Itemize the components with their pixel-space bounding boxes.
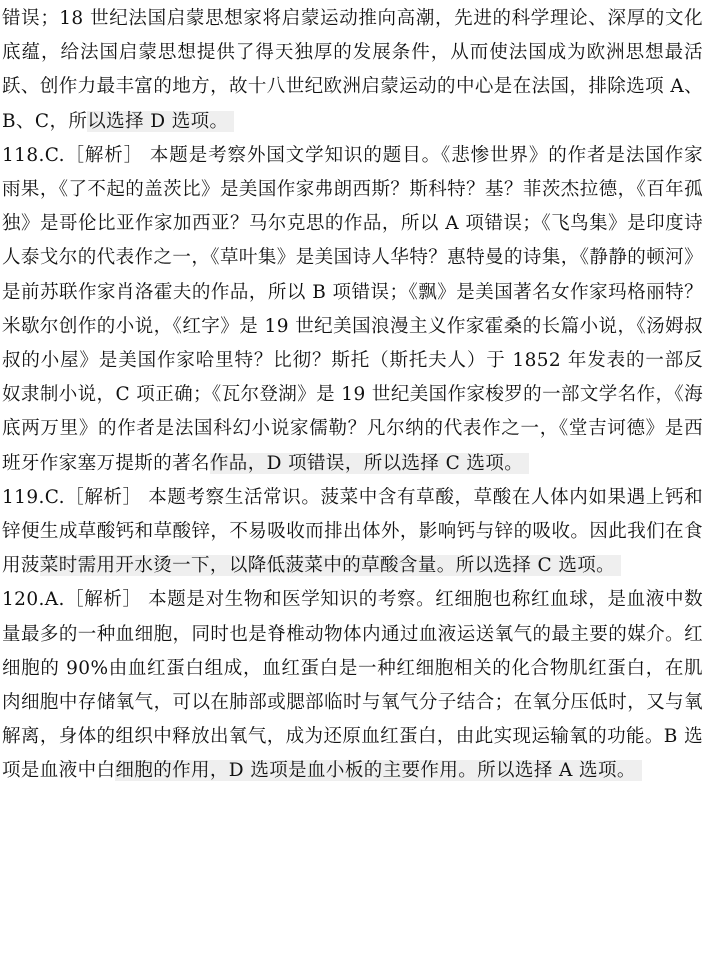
paragraph-last-line: 作品，D 项错误，所以选择 C 选项。: [210, 453, 529, 474]
paragraph-last-line: 细胞的作用，D 选项是血小板的主要作用。所以选择 A 选项。: [115, 760, 641, 781]
paragraph-body: 119.C.［解析］ 本题考察生活常识。菠菜中含有草酸，草酸在人体内如果遇上钙和锌便生成草酸钙和草酸锌，不易吸收而排出体外，影响钙与锌的吸收。因此我们在食用菠: [2, 486, 703, 577]
answer-120-explanation: [2, 583, 703, 788]
paragraph-enlightenment-conclusion: [2, 2, 703, 139]
answer-118-explanation: [2, 139, 703, 481]
paragraph-body: 118.C.［解析］ 本题是考察外国文学知识的题目。《悲惨世界》的作者是法国作家雨果，《了不起的盖茨比》是美国作家弗朗西斯？斯科特？基？菲茨杰拉德，《百年孤独》是哥伦比亚作家加西亚？马尔克思的作品，所以 A 项错误；《飞鸟集》是印度诗人泰戈尔的代表作之一，《草叶集》是美国诗人华特？惠特曼的诗集，《静静的顿河》是前苏联作家肖洛霍夫的作品，所以 B 项错误；《飘》是美国著名女作家玛格丽特？米歇尔创作的小说，《红字》是 19 世纪美国浪漫主义作家霍桑的长篇小说，《汤姆叔叔的小屋》是美国作家哈里特？比彻？斯托（斯托夫人）于 1852 年发表的一部反奴隶制小说，C 项正确；《瓦尔登湖》是 19 世纪美国作家梭罗的一部文学名作，《海底两万里》的作者是法国科幻小说家儒勒？凡尔纳的代表作之一，《堂吉诃德》是西班牙作家塞万提斯的著名: [2, 144, 703, 474]
paragraph-body: 120.A.［解析］ 本题是对生物和医学知识的考察。红细胞也称红血球，是血液中数量最多的一种血细胞，同时也是脊椎动物体内通过血液运送氧气的最主要的媒介。红细胞的 90%由血红蛋白组成，血红蛋白是一种红细胞相关的化合物肌红蛋白，在肌肉细胞中存储氧气，可以在肺部或腮部临时与氧气分子结合；在氧分压低时，又与氧解离，身体的组织中释放出氧气，成为还原血红蛋白，由此实现运输氧的功能。B 选项是血液中白: [2, 589, 703, 782]
paragraph-body: 错误；18 世纪法国启蒙思想家将启蒙运动推向高潮，先进的科学理论、深厚的文化底蕴，给法国启蒙思想提供了得天独厚的发展条件，从而使法国成为欧洲思想最活跃、创作力最丰富的地方，故十八世纪欧洲启蒙运动的中心是在法国，排除选项 A、B、C，所: [2, 8, 703, 132]
paragraph-last-line: 以选择 D 选项。: [87, 111, 234, 132]
paragraph-last-line: 菜时需用开水烫一下，以降低菠菜中的草酸含量。所以选择 C 选项。: [40, 555, 621, 576]
answer-119-explanation: [2, 481, 703, 584]
